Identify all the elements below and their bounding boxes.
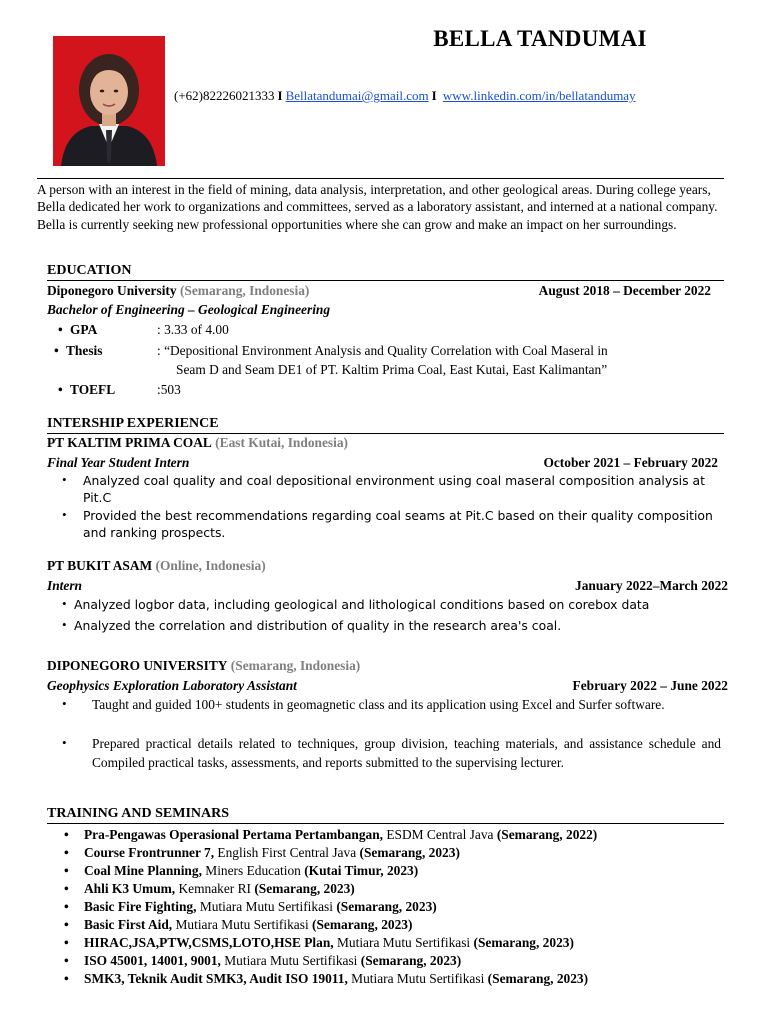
bullet-icon: •: [62, 596, 67, 611]
bullet-icon: •: [62, 696, 67, 711]
training-title: SMK3, Teknik Audit SMK3, Audit ISO 19011,: [84, 971, 348, 986]
kpc-company: PT KALTIM PRIMA COAL: [47, 435, 212, 450]
training-location: (Semarang, 2023): [359, 845, 460, 860]
undip-company: DIPONEGORO UNIVERSITY: [47, 658, 228, 673]
ba-dates: January 2022–March 2022: [575, 578, 728, 593]
training-location: (Semarang, 2023): [473, 935, 574, 950]
training-location: (Semarang, 2023): [336, 899, 437, 914]
bullet-icon: •: [64, 881, 69, 896]
training-location: (Semarang, 2023): [360, 953, 462, 968]
kpc-bullet-1: [83, 472, 705, 507]
ba-bullet-1: Analyzed logbor data, including geological and lithological conditions based on corebox data: [74, 597, 650, 612]
contact-separator: I: [431, 88, 437, 103]
experience-heading: INTERSHIP EXPERIENCE: [47, 416, 724, 434]
training-location: (Semarang, 2023): [487, 971, 589, 986]
kpc-company-row: [47, 435, 728, 453]
training-item: [64, 916, 412, 934]
kpc-role-row: [47, 455, 718, 473]
kpc-bullet-2-line1: Provided the best recommendations regarding coal seams at Pit.C based on their quality composition: [83, 508, 713, 523]
thesis-value-line1: : “Depositional Environment Analysis and Quality Correlation with Coal Maseral in: [157, 343, 608, 358]
training-org: Mutiara Mutu Sertifikasi: [196, 899, 337, 914]
bullet-icon: •: [62, 617, 67, 632]
ba-company-row: [47, 558, 728, 576]
thesis-value-line2: Seam D and Seam DE1 of PT. Kaltim Prima Coal, East Kutai, East Kalimantan”: [176, 362, 608, 377]
portrait-image: [53, 36, 165, 166]
training-item: [64, 934, 574, 952]
candidate-name: BELLA TANDUMAI: [433, 26, 647, 51]
contact-separator: I: [277, 88, 283, 103]
bullet-icon: •: [64, 935, 69, 950]
training-org: English First Central Java: [214, 845, 360, 860]
bullet-icon: •: [58, 322, 63, 337]
undip-bullet-1: Taught and guided 100+ students in geomagnetic class and its application using Excel and Surfer software.: [92, 697, 665, 712]
bullet-icon: •: [64, 845, 69, 860]
training-title: ISO 45001, 14001, 9001,: [84, 953, 221, 968]
kpc-bullet-2-line2: and ranking prospects.: [83, 525, 226, 541]
toefl-label: TOEFL: [70, 382, 116, 397]
bullet-icon: •: [62, 735, 67, 750]
training-title: Course Frontrunner 7,: [84, 845, 215, 860]
training-org: Mutiara Mutu Sertifikasi: [347, 971, 488, 986]
training-item: [64, 862, 418, 880]
bullet-icon: •: [64, 863, 69, 878]
degree-title: Bachelor of Engineering – Geological Engineering: [47, 302, 331, 317]
ba-bullet-2: Analyzed the correlation and distribution of quality in the research area's coal.: [74, 618, 562, 633]
bullet-icon: •: [62, 472, 67, 487]
training-item: [64, 898, 437, 916]
bullet-icon: •: [64, 917, 69, 932]
kpc-role: Final Year Student Intern: [47, 455, 190, 470]
undip-role-row: [47, 678, 728, 696]
kpc-location: (East Kutai, Indonesia): [215, 435, 348, 450]
bullet-icon: •: [64, 953, 69, 968]
education-school-row: [47, 283, 711, 301]
degree-row: [47, 302, 728, 320]
kpc-bullet-1-line1: Analyzed coal quality and coal depositional environment using coal maseral composition analysis at: [83, 473, 705, 488]
toefl-value: :503: [157, 382, 181, 397]
ba-role-row: [47, 578, 728, 596]
kpc-dates: October 2021 – February 2022: [543, 455, 718, 470]
training-title: Pra-Pengawas Operasional Pertama Pertambangan,: [84, 827, 384, 842]
profile-photo: [53, 36, 165, 166]
ba-role: Intern: [47, 578, 82, 593]
contact-line: [174, 88, 636, 104]
kpc-bullet-2: [83, 507, 713, 542]
training-title: Basic First Aid,: [84, 917, 173, 932]
bullet-icon: •: [64, 971, 69, 986]
linkedin-link[interactable]: www.linkedin.com/in/bellatandumay: [442, 88, 636, 103]
profile-summary: A person with an interest in the field of mining, data analysis, interpretation, and other geological areas. During college years, Bella dedicated her work to organizations and committees, served as a laboratory assistant, and interned at a national company. Bella is currently seeking new professional opportunities where she can grow and make an impact on her surroundings.: [37, 182, 718, 232]
undip-company-row: [47, 658, 728, 676]
training-title: HIRAC,JSA,PTW,CSMS,LOTO,HSE Plan,: [84, 935, 334, 950]
undip-role: Geophysics Exploration Laboratory Assistant: [47, 678, 297, 693]
training-org: Mutiara Mutu Sertifikasi: [220, 953, 361, 968]
education-dates: August 2018 – December 2022: [538, 283, 711, 298]
header-divider: [37, 178, 724, 179]
training-item: [64, 880, 355, 898]
training-location: (Semarang, 2022): [496, 827, 598, 842]
bullet-icon: •: [58, 382, 63, 397]
gpa-value: : 3.33 of 4.00: [157, 322, 229, 337]
school-name: Diponegoro University: [47, 283, 177, 298]
gpa-label: GPA: [70, 322, 98, 337]
training-item: [64, 952, 461, 970]
email-link[interactable]: Bellatandumai@gmail.com: [285, 88, 429, 103]
training-title: Ahli K3 Umum,: [84, 881, 176, 896]
bullet-icon: •: [64, 899, 69, 914]
kpc-bullet-1-line2: Pit.C: [83, 490, 112, 506]
undip-bullet-2: Prepared practical details related to techniques, group division, teaching materials, and assistance schedule and Compiled practical tasks, assessments, and reports submitted to the supervising lecturer.: [92, 736, 721, 770]
ba-company: PT BUKIT ASAM: [47, 558, 153, 573]
phone-number: (+62)82226021333: [174, 88, 275, 103]
ba-location: (Online, Indonesia): [155, 558, 266, 573]
education-heading: EDUCATION: [47, 263, 724, 281]
training-org: Mutiara Mutu Sertifikasi: [333, 935, 474, 950]
thesis-label: Thesis: [66, 343, 103, 358]
bullet-icon: •: [54, 343, 59, 358]
training-heading: TRAINING AND SEMINARS: [47, 806, 724, 824]
training-org: ESDM Central Java: [383, 827, 497, 842]
training-org: Mutiara Mutu Sertifikasi: [172, 917, 313, 932]
training-org: Miners Education: [201, 863, 305, 878]
training-title: Basic Fire Fighting,: [84, 899, 197, 914]
training-location: (Kutai Timur, 2023): [304, 863, 419, 878]
training-item: [64, 826, 597, 844]
bullet-icon: •: [64, 827, 69, 842]
undip-dates: February 2022 – June 2022: [572, 678, 728, 693]
training-location: (Semarang, 2023): [254, 881, 355, 896]
training-item: [64, 970, 588, 988]
training-title: Coal Mine Planning,: [84, 863, 202, 878]
training-item: [64, 844, 460, 862]
training-location: (Semarang, 2023): [312, 917, 413, 932]
undip-location: (Semarang, Indonesia): [230, 658, 361, 673]
bullet-icon: •: [62, 507, 67, 522]
school-location: (Semarang, Indonesia): [179, 283, 310, 298]
training-org: Kemnaker RI: [175, 881, 255, 896]
